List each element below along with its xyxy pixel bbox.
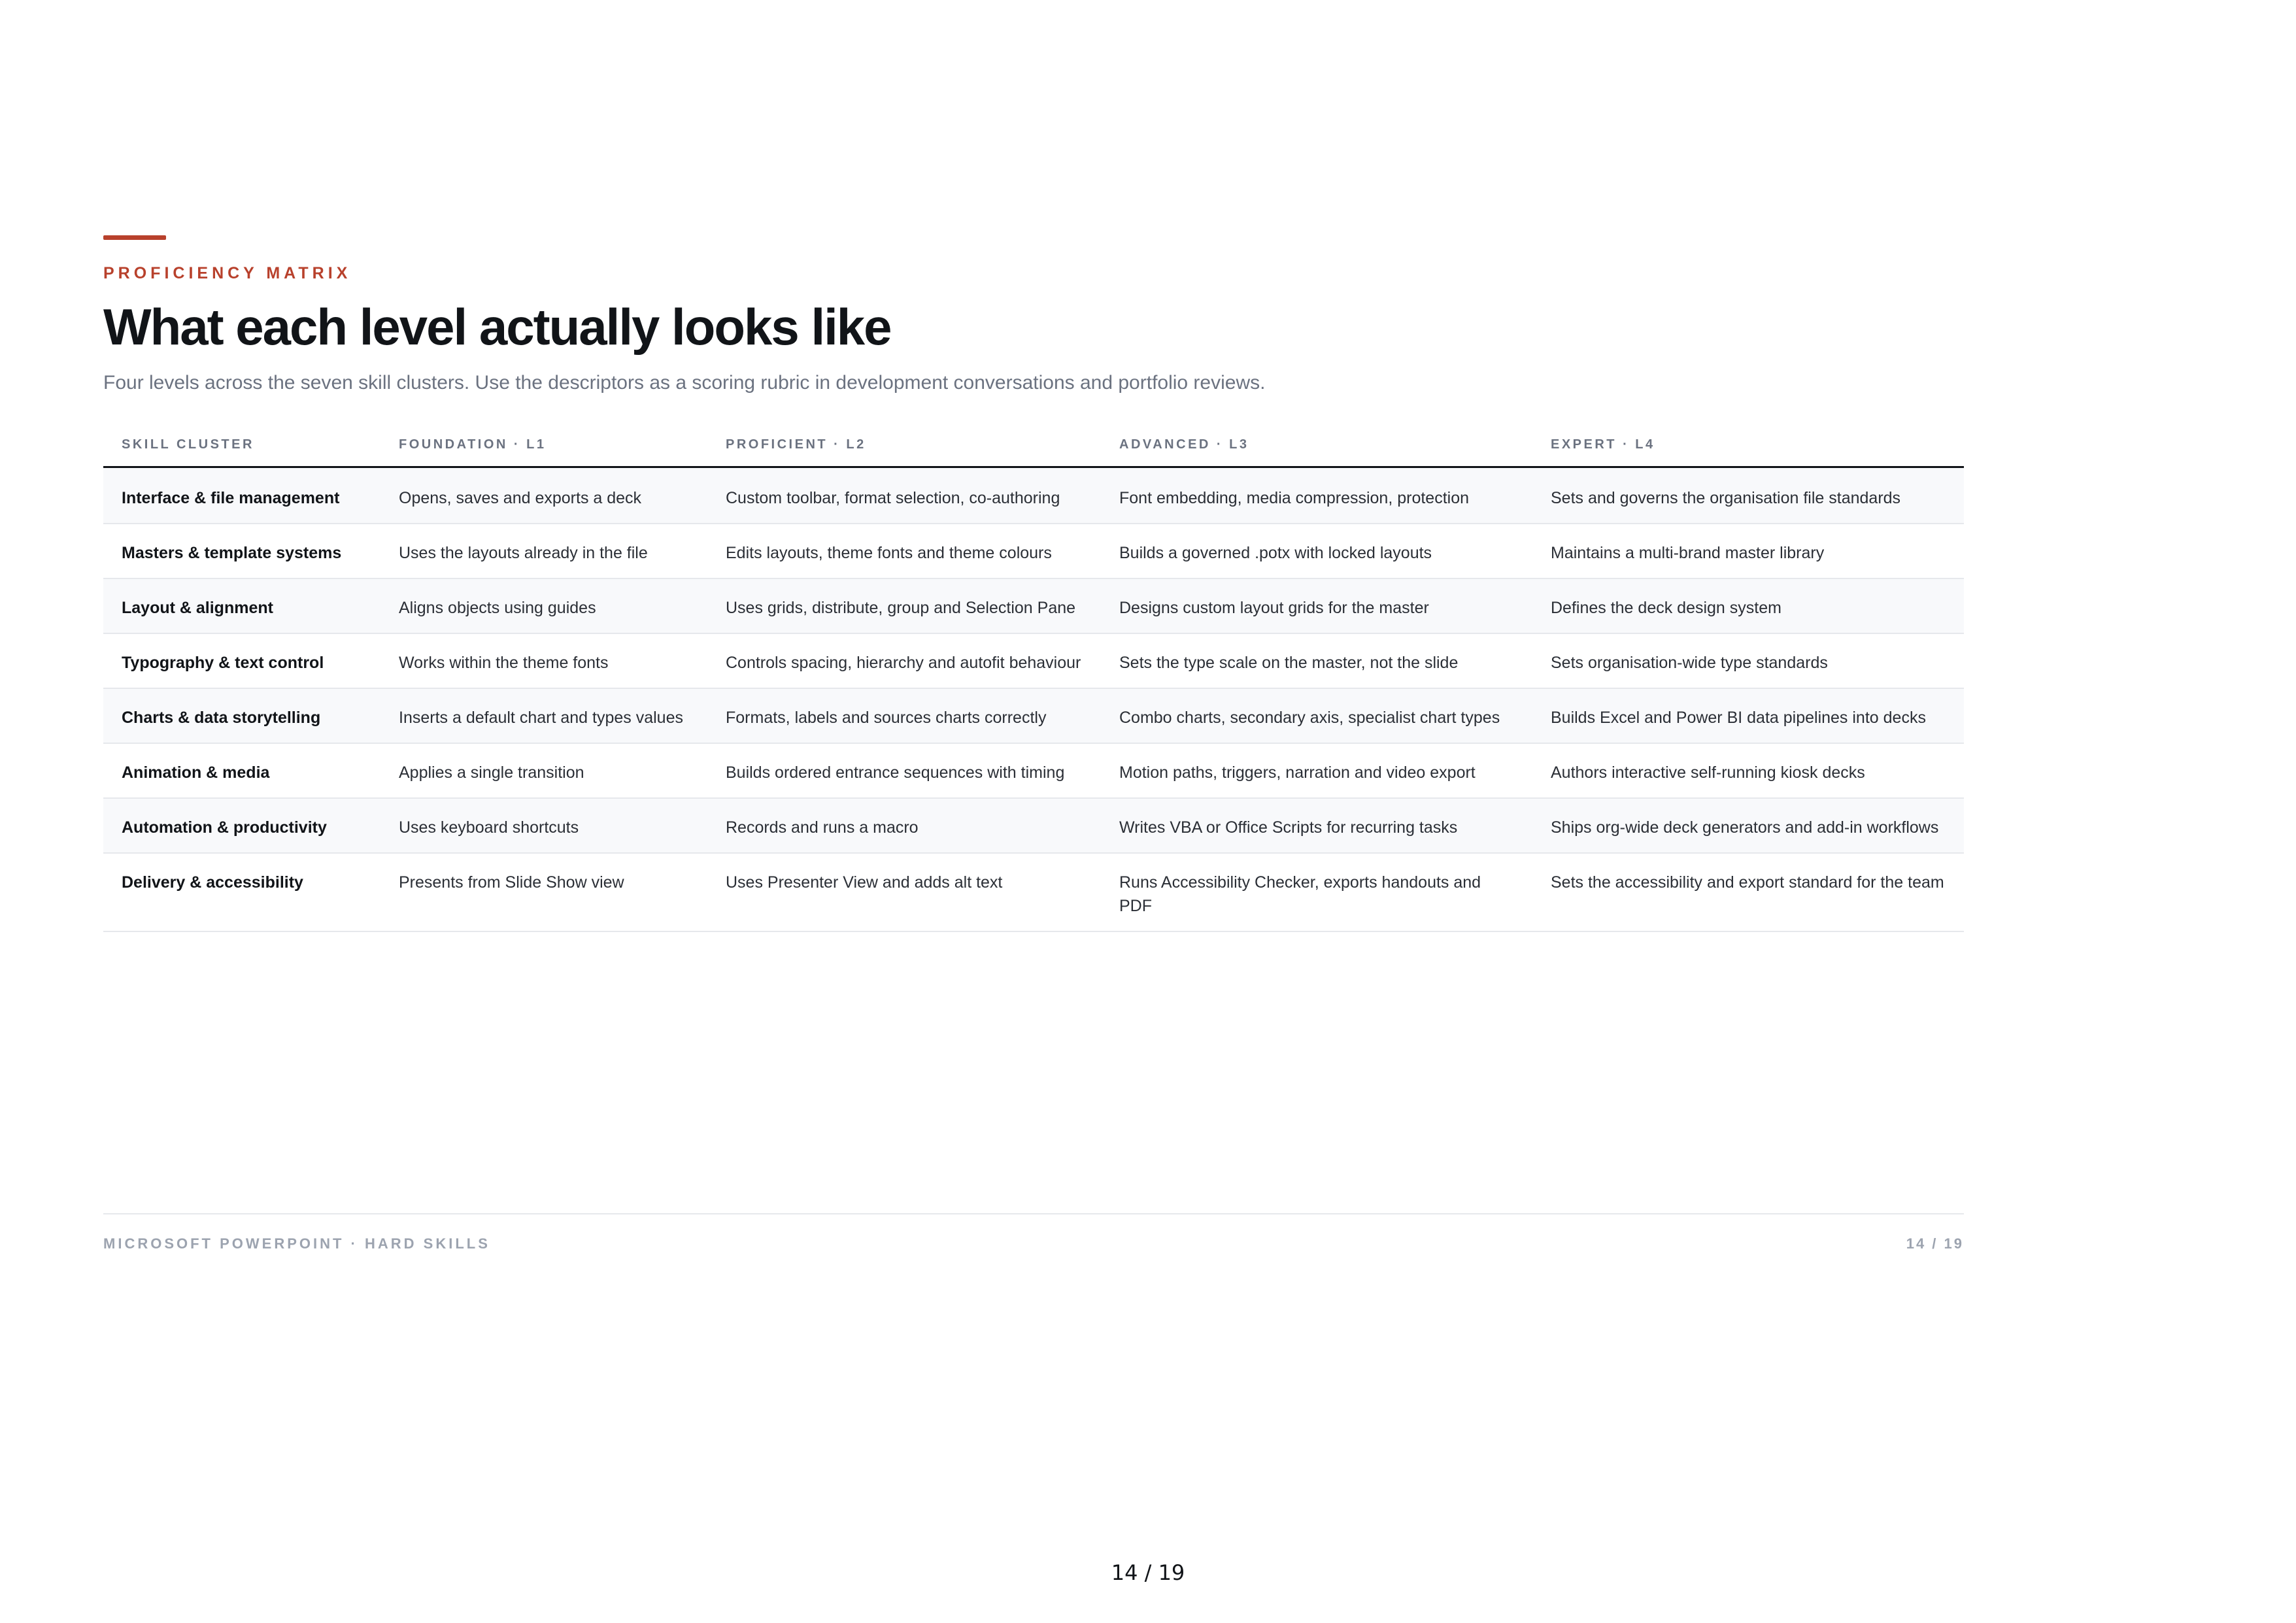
level-l4-cell: Maintains a multi-brand master library <box>1532 524 1964 578</box>
skill-cluster-cell: Typography & text control <box>103 633 380 688</box>
level-l3-cell: Designs custom layout grids for the master <box>1101 578 1532 633</box>
level-l2-cell: Formats, labels and sources charts correctly <box>707 688 1101 743</box>
footer-divider <box>103 1213 1964 1214</box>
level-l3-cell: Font embedding, media compression, protection <box>1101 467 1532 524</box>
proficiency-matrix-table <box>103 436 1964 932</box>
level-l1-cell: Opens, saves and exports a deck <box>380 467 707 524</box>
level-l1-cell: Uses keyboard shortcuts <box>380 798 707 853</box>
accent-rule <box>103 235 166 240</box>
table-row <box>103 524 1964 578</box>
level-l4-cell: Sets and governs the organisation file standards <box>1532 467 1964 524</box>
level-l3-cell: Combo charts, secondary axis, specialist chart types <box>1101 688 1532 743</box>
level-l2-cell: Uses grids, distribute, group and Selection Pane <box>707 578 1101 633</box>
table-row <box>103 633 1964 688</box>
level-l4-cell: Defines the deck design system <box>1532 578 1964 633</box>
level-l2-cell: Controls spacing, hierarchy and autofit behaviour <box>707 633 1101 688</box>
table-row <box>103 743 1964 798</box>
table-row <box>103 853 1964 931</box>
column-header-skill-cluster: SKILL CLUSTER <box>103 436 380 467</box>
level-l1-cell: Aligns objects using guides <box>380 578 707 633</box>
level-l4-cell: Ships org-wide deck generators and add-in workflows <box>1532 798 1964 853</box>
skill-cluster-cell: Automation & productivity <box>103 798 380 853</box>
level-l4-cell: Sets organisation-wide type standards <box>1532 633 1964 688</box>
level-l3-cell: Runs Accessibility Checker, exports handouts and PDF <box>1101 853 1532 931</box>
skill-cluster-cell: Animation & media <box>103 743 380 798</box>
column-header-expert: EXPERT · L4 <box>1532 436 1964 467</box>
slide <box>103 235 1964 932</box>
column-header-foundation: FOUNDATION · L1 <box>380 436 707 467</box>
footer-deck-label: MICROSOFT POWERPOINT · HARD SKILLS <box>103 1235 490 1252</box>
page-indicator: 14 / 19 <box>1111 1560 1185 1585</box>
level-l1-cell: Presents from Slide Show view <box>380 853 707 931</box>
skill-cluster-cell: Delivery & accessibility <box>103 853 380 931</box>
level-l2-cell: Uses Presenter View and adds alt text <box>707 853 1101 931</box>
level-l2-cell: Custom toolbar, format selection, co-authoring <box>707 467 1101 524</box>
level-l3-cell: Sets the type scale on the master, not the slide <box>1101 633 1532 688</box>
column-header-proficient: PROFICIENT · L2 <box>707 436 1101 467</box>
level-l3-cell: Writes VBA or Office Scripts for recurring tasks <box>1101 798 1532 853</box>
footer-slide-number: 14 / 19 <box>1906 1235 1964 1252</box>
table-row <box>103 798 1964 853</box>
section-eyebrow: PROFICIENCY MATRIX <box>103 264 352 282</box>
level-l3-cell: Builds a governed .potx with locked layouts <box>1101 524 1532 578</box>
skill-cluster-cell: Layout & alignment <box>103 578 380 633</box>
level-l4-cell: Builds Excel and Power BI data pipelines into decks <box>1532 688 1964 743</box>
table-row <box>103 578 1964 633</box>
table-row <box>103 688 1964 743</box>
slide-title: What each level actually looks like <box>103 298 891 356</box>
level-l1-cell: Inserts a default chart and types values <box>380 688 707 743</box>
table-header-row <box>103 436 1964 467</box>
skill-cluster-cell: Masters & template systems <box>103 524 380 578</box>
level-l1-cell: Applies a single transition <box>380 743 707 798</box>
skill-cluster-cell: Interface & file management <box>103 467 380 524</box>
level-l4-cell: Authors interactive self-running kiosk decks <box>1532 743 1964 798</box>
level-l2-cell: Edits layouts, theme fonts and theme colours <box>707 524 1101 578</box>
level-l3-cell: Motion paths, triggers, narration and video export <box>1101 743 1532 798</box>
level-l2-cell: Builds ordered entrance sequences with timing <box>707 743 1101 798</box>
skill-cluster-cell: Charts & data storytelling <box>103 688 380 743</box>
level-l1-cell: Uses the layouts already in the file <box>380 524 707 578</box>
column-header-advanced: ADVANCED · L3 <box>1101 436 1532 467</box>
table-row <box>103 467 1964 524</box>
level-l2-cell: Records and runs a macro <box>707 798 1101 853</box>
level-l1-cell: Works within the theme fonts <box>380 633 707 688</box>
level-l4-cell: Sets the accessibility and export standard for the team <box>1532 853 1964 931</box>
slide-subtitle: Four levels across the seven skill clusters. Use the descriptors as a scoring rubric in development conversations and portfolio reviews. <box>103 372 1266 393</box>
